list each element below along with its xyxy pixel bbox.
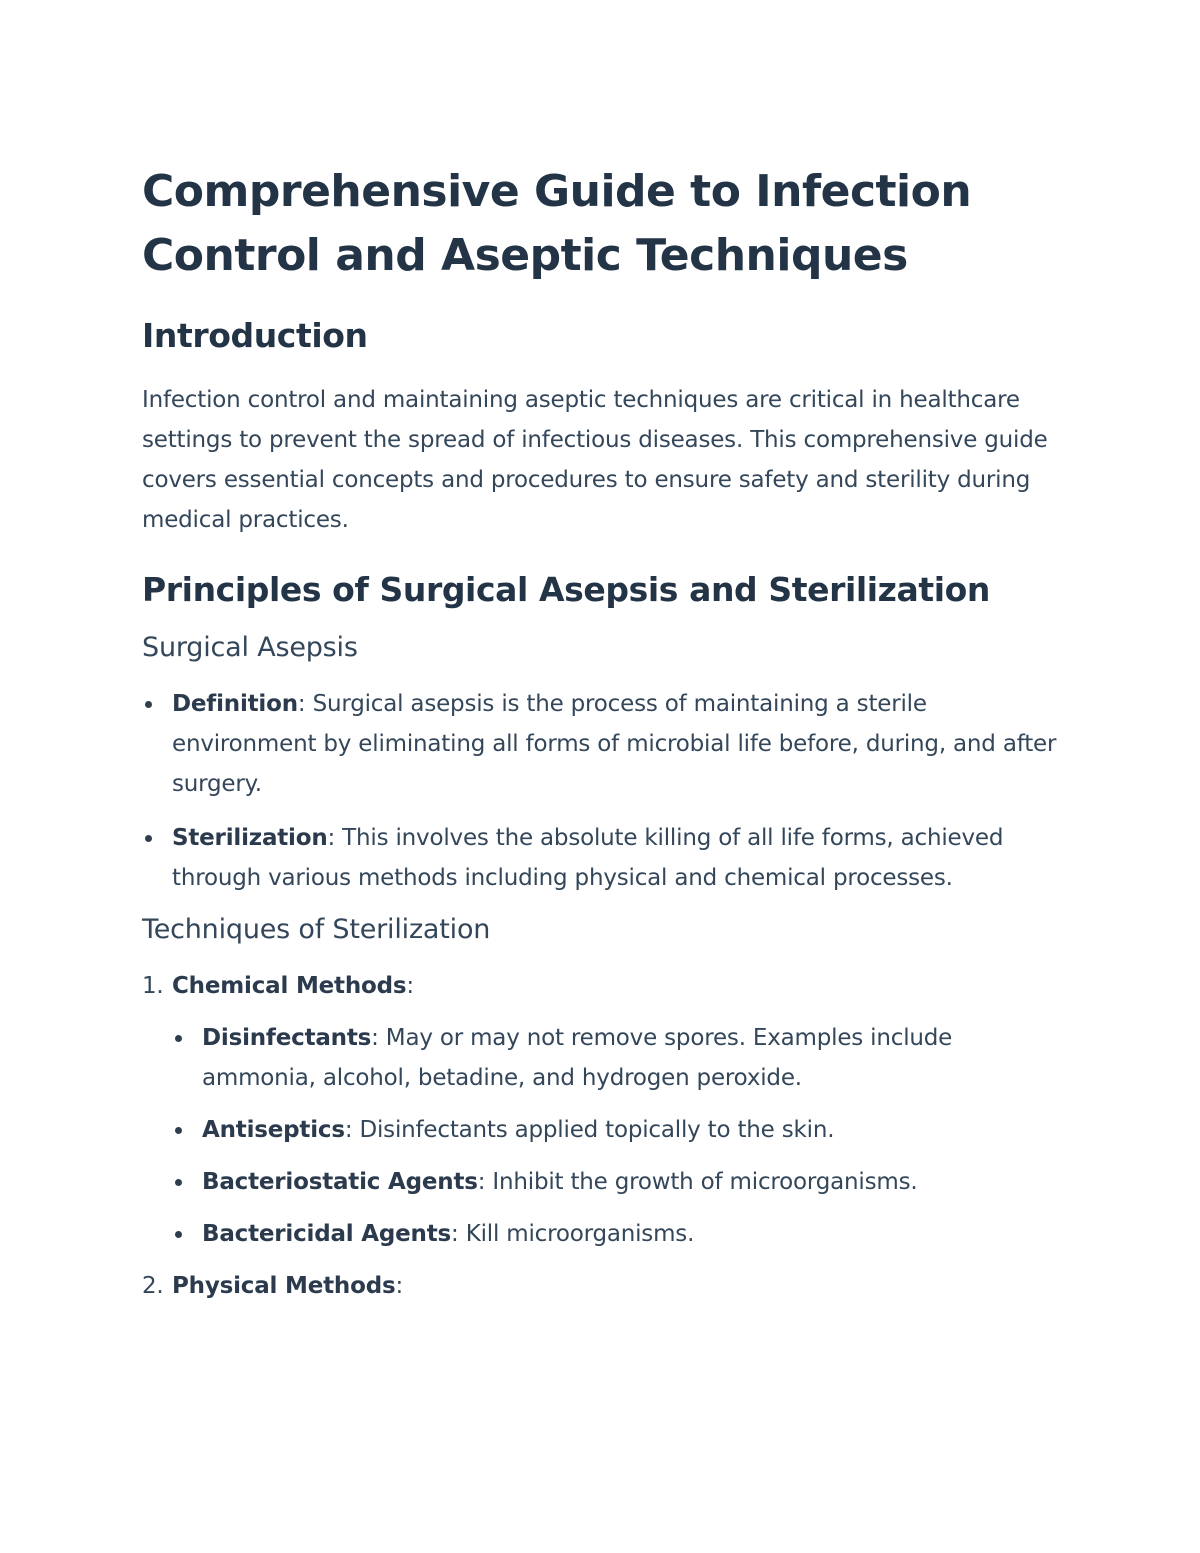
- method-item-physical: [142, 1266, 1072, 1306]
- list-number: 2.: [142, 1273, 164, 1299]
- method-label: Physical Methods: [172, 1273, 396, 1299]
- page-title: Comprehensive Guide to Infection Control and Aseptic Techniques: [142, 166, 972, 281]
- term-label: Antiseptics: [202, 1117, 345, 1143]
- term-label: Definition: [172, 691, 298, 717]
- surgical-asepsis-heading: Surgical Asepsis: [142, 632, 358, 663]
- term-description: : Kill microorganisms.: [451, 1221, 695, 1247]
- list-item: [142, 818, 1072, 898]
- term-description: : Surgical asepsis is the process of maintaining a sterile environment by eliminating all forms of microbial life before, during, and after surgery.: [172, 691, 1057, 797]
- term-description: : Inhibit the growth of microorganisms.: [477, 1169, 918, 1195]
- method-label: Chemical Methods: [172, 973, 407, 999]
- list-item: [172, 1162, 1072, 1202]
- list-item: [142, 684, 1072, 804]
- term-label: Disinfectants: [202, 1025, 372, 1051]
- introduction-paragraph: Infection control and maintaining aseptic techniques are critical in healthcare settings to prevent the spread of infectious diseases. This comprehensive guide covers essential concepts and procedures to ensure safety and sterility during medical practices.: [142, 387, 1048, 533]
- introduction-heading: Introduction: [142, 316, 368, 355]
- chemical-methods-sublist: [172, 1018, 1072, 1254]
- method-item-chemical: [142, 966, 1072, 1254]
- term-description: : This involves the absolute killing of all life forms, achieved through various methods including physical and chemical processes.: [172, 825, 1004, 891]
- list-item: [172, 1110, 1072, 1150]
- list-number: 1.: [142, 973, 164, 999]
- term-label: Sterilization: [172, 825, 328, 851]
- method-suffix: :: [395, 1273, 404, 1299]
- list-item: [172, 1214, 1072, 1254]
- techniques-heading: Techniques of Sterilization: [142, 914, 491, 945]
- term-description: : May or may not remove spores. Examples include ammonia, alcohol, betadine, and hydrogen peroxide.: [202, 1025, 953, 1091]
- term-label: Bactericidal Agents: [202, 1221, 452, 1247]
- principles-heading: Principles of Surgical Asepsis and Sterilization: [142, 570, 991, 609]
- sterilization-methods-list: [142, 966, 1072, 1306]
- document-page: [142, 160, 1072, 1318]
- surgical-asepsis-list: [142, 684, 1072, 898]
- term-description: : Disinfectants applied topically to the skin.: [344, 1117, 835, 1143]
- term-label: Bacteriostatic Agents: [202, 1169, 478, 1195]
- list-item: [172, 1018, 1072, 1098]
- method-suffix: :: [406, 973, 414, 999]
